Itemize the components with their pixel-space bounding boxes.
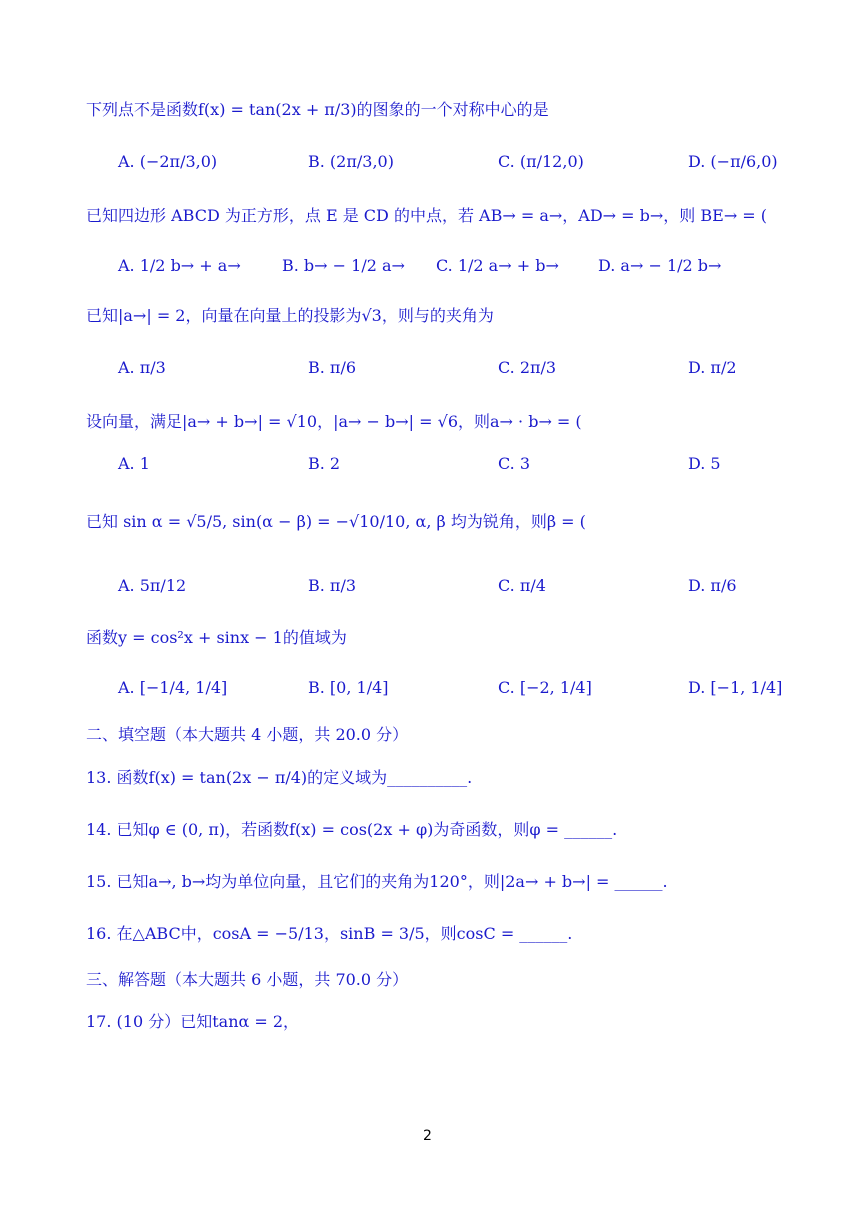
question-7-option-b: B. (2π/3,0) xyxy=(308,152,394,171)
question-7-option-a: A. (−2π/3,0) xyxy=(118,152,218,171)
question-11-option-a: A. 5π/12 xyxy=(118,576,187,595)
question-11-option-c: C. π/4 xyxy=(498,576,546,595)
question-9-option-c: C. 2π/3 xyxy=(498,358,557,377)
question-12-stem: 函数y = cos²x + sinx − 1的值域为 xyxy=(86,628,347,647)
question-13: 13. 函数f(x) = tan(2x − π/4)的定义域为__________. xyxy=(86,768,473,787)
section-heading-solutions: 三、解答题（本大题共 6 小题，共 70.0 分） xyxy=(86,970,409,989)
question-11-option-d: D. π/6 xyxy=(688,576,737,595)
question-9-stem: 已知|a→| = 2，向量在向量上的投影为√3，则与的夹角为 xyxy=(86,306,494,325)
question-14: 14. 已知φ ∈ (0, π)，若函数f(x) = cos(2x + φ)为奇函数，则φ = ______. xyxy=(86,820,618,839)
question-12-option-a: A. [−1/4, 1/4] xyxy=(118,678,228,697)
question-7-option-d: D. (−π/6,0) xyxy=(688,152,778,171)
question-9-option-d: D. π/2 xyxy=(688,358,737,377)
question-15: 15. 已知a→, b→均为单位向量，且它们的夹角为120°，则|2a→ + b→| = ______. xyxy=(86,872,668,891)
section-heading-fill-in: 二、填空题（本大题共 4 小题，共 20.0 分） xyxy=(86,725,409,744)
question-10-option-b: B. 2 xyxy=(308,454,341,473)
question-10-stem: 设向量，满足|a→ + b→| = √10，|a→ − b→| = √6，则a→ · b→ = ( xyxy=(86,412,582,431)
question-8-option-a: A. 1/2 b→ + a→ xyxy=(118,256,241,275)
page-number: 2 xyxy=(423,1128,432,1144)
question-9-option-a: A. π/3 xyxy=(118,358,166,377)
question-16: 16. 在△ABC中，cosA = −5/13，sinB = 3/5，则cosC = ______. xyxy=(86,924,573,943)
question-11-option-b: B. π/3 xyxy=(308,576,357,595)
question-9-option-b: B. π/6 xyxy=(308,358,357,377)
question-8-option-d: D. a→ − 1/2 b→ xyxy=(598,256,722,275)
question-12-option-c: C. [−2, 1/4] xyxy=(498,678,592,697)
question-10-option-a: A. 1 xyxy=(118,454,150,473)
question-11-stem: 已知 sin α = √5/5, sin(α − β) = −√10/10, α, β 均为锐角，则β = ( xyxy=(86,512,586,531)
question-8-option-c: C. 1/2 a→ + b→ xyxy=(436,256,559,275)
question-10-option-d: D. 5 xyxy=(688,454,721,473)
question-12-option-d: D. [−1, 1/4] xyxy=(688,678,783,697)
question-8-option-b: B. b→ − 1/2 a→ xyxy=(282,256,405,275)
question-10-option-c: C. 3 xyxy=(498,454,531,473)
question-7-option-c: C. (π/12,0) xyxy=(498,152,584,171)
question-7-stem: 下列点不是函数f(x) = tan(2x + π/3)的图象的一个对称中心的是 xyxy=(86,100,549,119)
question-8-stem: 已知四边形 ABCD 为正方形，点 E 是 CD 的中点，若 AB→ = a→，AD→ = b→，则 BE→ = ( xyxy=(86,206,768,225)
question-12-option-b: B. [0, 1/4] xyxy=(308,678,389,697)
question-17: 17. (10 分）已知tanα = 2， xyxy=(86,1012,300,1031)
